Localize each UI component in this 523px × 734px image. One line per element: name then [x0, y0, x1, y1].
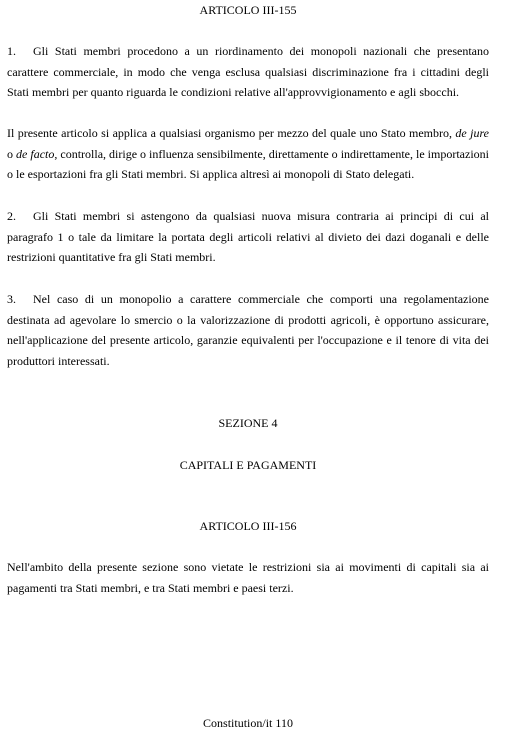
article-156-paragraph: Nell'ambito della presente sezione sono vietate le restrizioni sia ai movimenti di capitali sia ai pagamenti tra Stati membri, e tra Stati membri e paesi terzi.	[7, 560, 489, 595]
paragraph-text: Gli Stati membri procedono a un riordinamento dei monopoli nazionali che presentano carattere commerciale, in modo che venga esclusa qualsiasi discriminazione fra i cittadini degli Stati membri per quanto riguarda le condizioni relative all'approvvigionamento e agli sbocchi.	[7, 44, 489, 99]
article-156-title: ARTICOLO III-156	[199, 519, 297, 533]
article-155-paragraph-1	[7, 41, 489, 103]
paragraph-text-post: , controlla, dirige o influenza sensibilmente, direttamente o indirettamente, le importazioni o le esportazioni fra gli Stati membri. Si applica altresì ai monopoli di Stato delegati.	[7, 146, 490, 181]
italic-de-facto: de facto	[16, 146, 55, 161]
paragraph-number: 3.	[7, 292, 16, 306]
article-155-paragraph-2	[7, 206, 489, 268]
paragraph-text: Gli Stati membri si astengono da qualsiasi nuova misura contraria ai principi di cui al paragrafo 1 o tale da limitare la portata degli articoli relativi al divieto dei dazi doganali e delle restrizioni quantitative fra gli Stati membri.	[7, 209, 489, 264]
paragraph-text-pre: Il presente articolo si applica a qualsiasi organismo per mezzo del quale uno Stato membro,	[7, 126, 456, 140]
italic-de-jure: de jure	[455, 126, 490, 140]
paragraph-number: 1.	[7, 44, 16, 58]
paragraph-number: 2.	[7, 209, 16, 223]
article-155-paragraph-scope	[7, 123, 489, 185]
article-155-title: ARTICOLO III-155	[199, 3, 297, 17]
article-155-paragraph-3	[7, 289, 489, 371]
paragraph-text: Nel caso di un monopolio a carattere commerciale che comporti una regolamentazione destinata ad agevolare lo smercio o la valorizzazione di prodotti agricoli, è opportuno assicurare, nell'applicazione del presente articolo, garanzie equivalenti per l'occupazione e il tenore di vita dei produttori interessati.	[7, 292, 489, 368]
paragraph-text-mid: o	[7, 146, 17, 161]
section-heading: SEZIONE 4	[218, 416, 278, 430]
section-title: CAPITALI E PAGAMENTI	[179, 458, 317, 472]
page-footer: Constitution/it 110	[203, 716, 293, 730]
